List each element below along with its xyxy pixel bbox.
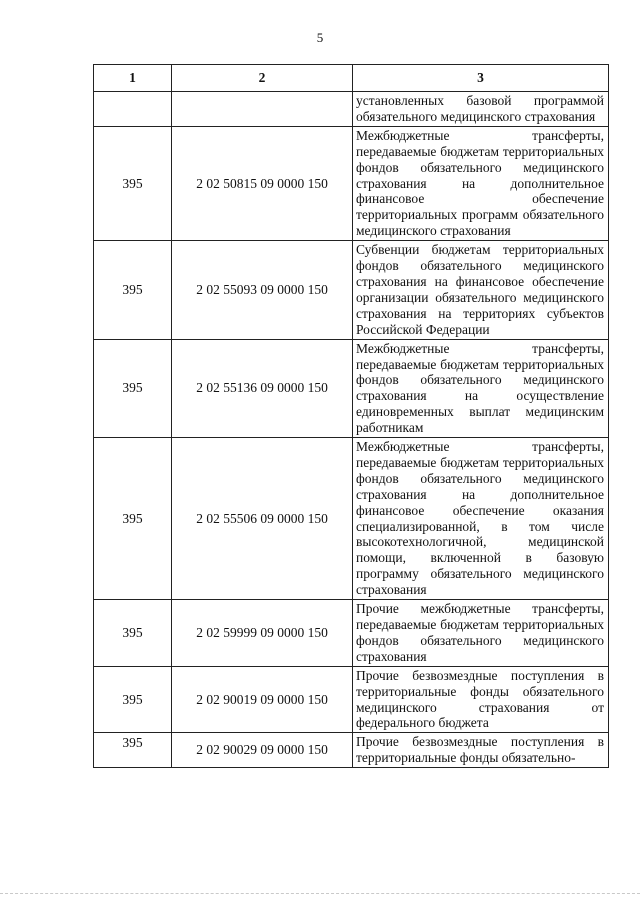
admin-code-cell	[94, 92, 172, 127]
header-col-3: 3	[353, 65, 609, 92]
table-header-row	[94, 65, 609, 92]
revenue-code-cell: 2 02 50815 09 0000 150	[172, 126, 353, 240]
header-col-1: 1	[94, 65, 172, 92]
revenue-name-cell: Прочие безвозмездные поступления в территориальные фонды обязательного медицинского страхования от федерального бюджета	[353, 666, 609, 733]
table-row	[94, 126, 609, 240]
revenue-code-cell: 2 02 55506 09 0000 150	[172, 438, 353, 600]
revenue-code-cell: 2 02 55136 09 0000 150	[172, 339, 353, 437]
revenue-code-cell: 2 02 59999 09 0000 150	[172, 600, 353, 667]
table-row	[94, 92, 609, 127]
admin-code-cell: 395	[94, 241, 172, 339]
revenue-codes-table	[93, 64, 609, 768]
revenue-name-cell: Прочие безвозмездные поступления в территориальные фонды обязательно-	[353, 733, 609, 768]
revenue-name-cell: Межбюджетные трансферты, передаваемые бюджетам территориальных фондов обязательного медицинского страхования на дополнительное финансовое обеспечение оказания специализированной, в том числе высокотехнологичной, медицинской помощи, включенной в базовую программу обязательного медицинского страхования	[353, 438, 609, 600]
revenue-code-cell	[172, 92, 353, 127]
admin-code-cell: 395	[94, 438, 172, 600]
revenue-name-cell: установленных базовой программой обязательного медицинского страхования	[353, 92, 609, 127]
admin-code-cell: 395	[94, 733, 172, 768]
revenue-code-cell: 2 02 55093 09 0000 150	[172, 241, 353, 339]
page-number: 5	[316, 30, 324, 45]
table-row	[94, 241, 609, 339]
header-col-2: 2	[172, 65, 353, 92]
table-row	[94, 666, 609, 733]
revenue-code-cell: 2 02 90019 09 0000 150	[172, 666, 353, 733]
page-bottom-divider	[0, 893, 640, 894]
revenue-name-cell: Межбюджетные трансферты, передаваемые бюджетам территориальных фондов обязательного медицинского страхования на осуществление единовременных выплат медицинским работникам	[353, 339, 609, 437]
revenue-code-cell: 2 02 90029 09 0000 150	[172, 733, 353, 768]
table-row	[94, 733, 609, 768]
revenue-name-cell: Прочие межбюджетные трансферты, передаваемые бюджетам территориальных фондов обязательного медицинского страхования	[353, 600, 609, 667]
revenue-name-cell: Межбюджетные трансферты, передаваемые бюджетам территориальных фондов обязательного медицинского страхования на дополнительное финансовое обеспечение территориальных программ обязательного медицинского страхования	[353, 126, 609, 240]
admin-code-cell: 395	[94, 339, 172, 437]
table-row	[94, 600, 609, 667]
admin-code-cell: 395	[94, 666, 172, 733]
table-row	[94, 438, 609, 600]
table-row	[94, 339, 609, 437]
admin-code-cell: 395	[94, 126, 172, 240]
revenue-name-cell: Субвенции бюджетам территориальных фондов обязательного медицинского страхования на финансовое обеспечение организации обязательного медицинского страхования на территориях субъектов Российской Федерации	[353, 241, 609, 339]
admin-code-cell: 395	[94, 600, 172, 667]
